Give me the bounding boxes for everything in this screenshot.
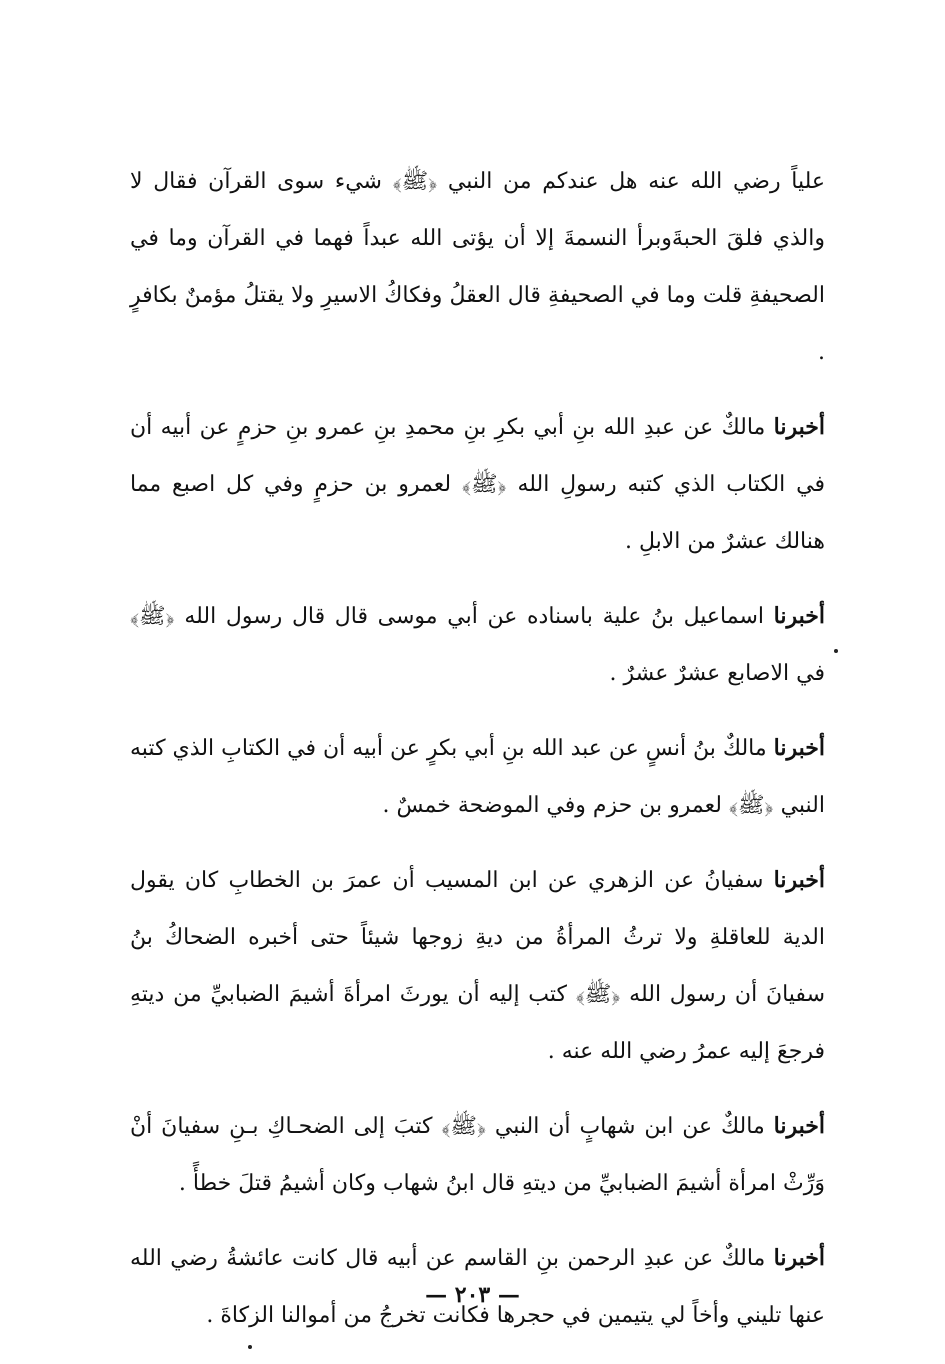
page-number: — ٢٠٣ — <box>425 1282 520 1308</box>
paragraph-3 <box>130 588 825 702</box>
page-body-text <box>130 153 825 1344</box>
paragraph-lead: أخبرنا <box>773 603 825 629</box>
paragraph-lead: أخبرنا <box>773 735 825 761</box>
paragraph-text: اسماعيل بنُ علية باسناده عن أبي موسى قال قال رسول الله ﴿ﷺ﴾ في الاصابع عشرٌ عشرٌ . <box>130 604 825 686</box>
paragraph-6 <box>130 1098 825 1212</box>
paragraph-lead: أخبرنا <box>773 1245 825 1271</box>
paragraph-text: مالكٌ عن عبدِ الرحمن بنِ القاسم عن أبيه قال كانت عائشةُ رضي الله عنها تليني وأخاً لي يتيمين في حجرها فكانت تخرجُ من أموالنا الزكاةَ . <box>130 1246 825 1328</box>
paragraph-lead: أخبرنا <box>773 1113 825 1139</box>
paragraph-text: مالكٌ عن عبدِ الله بنِ أبي بكرِ بنِ محمدِ بنِ عمرو بنِ حزمٍ عن أبيه أن في الكتاب الذي كتبه رسولِ الله ﴿ﷺ﴾ لعمرو بن حزمٍ وفي كل اصبع مما هنالك عشرٌ من الابلِ . <box>130 415 825 554</box>
paragraph-text: مالكٌ بنُ أنسٍ عن عبد الله بنِ أبي بكرٍ عن أبيه أن في الكتابِ الذي كتبه النبي ﴿ﷺ﴾ لعمرو بن حزم وفي الموضحة خمسٌ . <box>130 736 825 818</box>
paragraph-lead: أخبرنا <box>773 414 825 440</box>
paragraph-text: سفيانُ عن الزهري عن ابن المسيب أن عمرَ بن الخطابِ كان يقول الدية للعاقلةِ ولا ترثُ المرأةُ من ديةِ زوجها شيئاً حتى أخبره الضحاكُ بنُ سفيانَ أن رسول الله ﴿ﷺ﴾ كتب إليه أن يورثَ امرأةَ أشيمَ الضبابيِّ من ديتهِ فرجعَ إليه عمرُ رضي الله عنه . <box>130 868 825 1064</box>
paragraph-2 <box>130 399 825 570</box>
paragraph-5 <box>130 852 825 1080</box>
ink-speck <box>248 1345 252 1349</box>
paragraph-4 <box>130 720 825 834</box>
paragraph-lead: أخبرنا <box>773 867 825 893</box>
ink-speck <box>834 649 838 653</box>
paragraph-text: مالكٌ عن ابن شهابٍ أن النبي ﴿ﷺ﴾ كتبَ إلى الضحـاكِ بـنِ سفيانَ أنْ وَرِّثْ امرأة أشيمَ الضبابيِّ من ديتهِ قال ابنُ شهاب وكان أشيمُ قتلَ خطأً . <box>130 1114 825 1196</box>
paragraph-text: علياً رضي الله عنه هل عندكم من النبي ﴿ﷺ﴾ شيء سوى القرآن فقال لا والذي فلقَ الحبةَوبرأ النسمةَ إلا أن يؤتى الله عبداً فهما في القرآن وما في الصحيفةِ قلت وما في الصحيفةِ قال العقلُ وفكاكُ الاسيرِ ولا يقتلُ مؤمنٌ بكافرٍ . <box>130 169 825 365</box>
paragraph-1 <box>130 153 825 381</box>
